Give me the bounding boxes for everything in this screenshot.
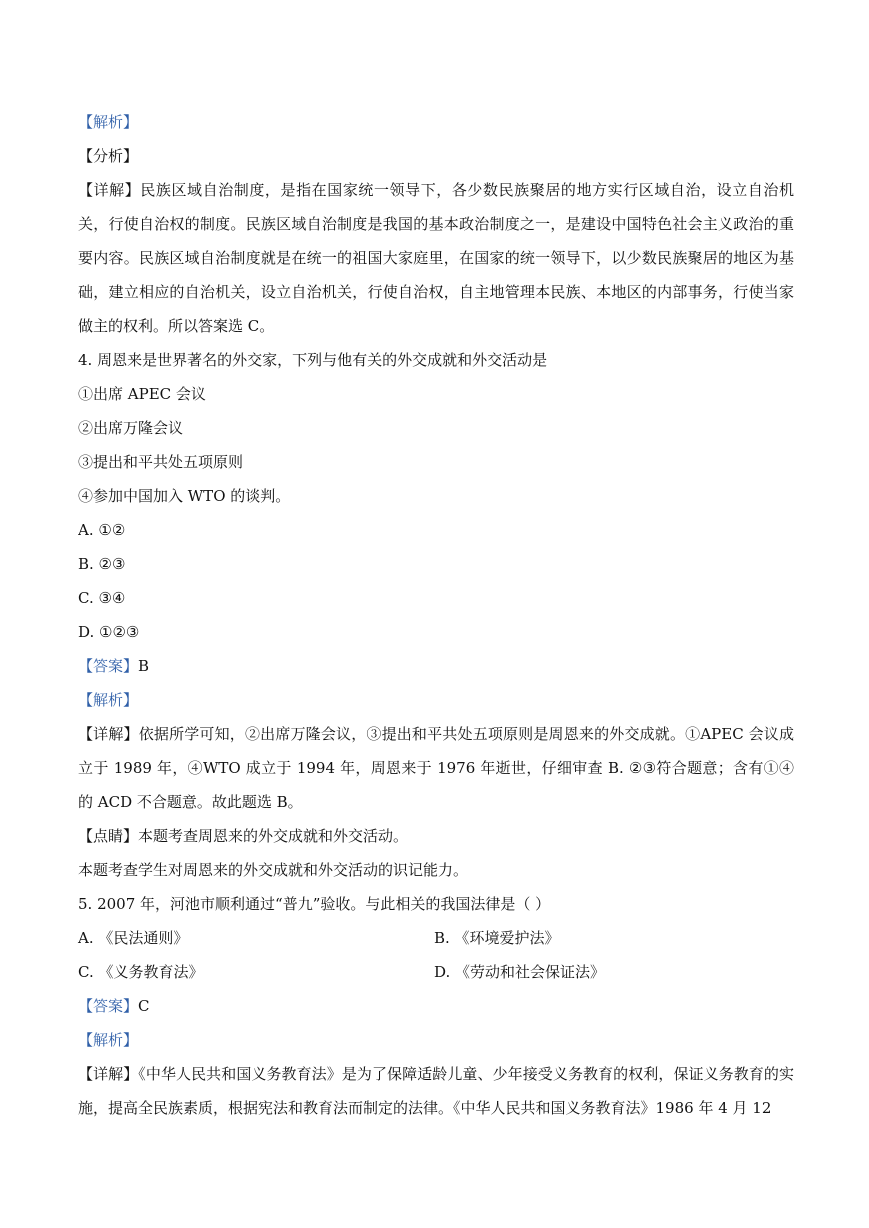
q4-option-b: B. ②③ <box>78 555 126 573</box>
q4-item-2: ②出席万隆会议 <box>78 419 184 437</box>
q4-option-c: C. ③④ <box>78 589 126 607</box>
q5-detail-text: 《中华人民共和国义务教育法》是为了保障适龄儿童、少年接受义务教育的权利，保证义务教育的实施，提高全民族素质，根据宪法和教育法而制定的法律。《中华人民共和国义务教育法》1986 年 4 月 12 <box>78 1065 794 1117</box>
q4-analysis-tag: 【解析】 <box>78 691 139 709</box>
q3-fenxi-tag: 【分析】 <box>78 147 139 165</box>
q5-detail <box>78 1057 794 1125</box>
q5-analysis-tag: 【解析】 <box>78 1031 139 1049</box>
q4-detail-tag: 【详解】 <box>78 725 139 743</box>
q5-option-b: B. 《环境爱护法》 <box>434 929 560 947</box>
q4-dianjing-text: 本题考查周恩来的外交成就和外交活动。 <box>138 827 409 845</box>
document-page <box>78 110 794 1130</box>
q4-answer <box>78 654 794 688</box>
q5-question: 5. 2007 年，河池市顺利通过“普九”验收。与此相关的我国法律是（ ） <box>78 895 551 913</box>
q4-item-4: ④参加中国加入 WTO 的谈判。 <box>78 487 291 505</box>
q5-answer <box>78 994 794 1028</box>
q4-detail-text: 依据所学可知，②出席万隆会议，③提出和平共处五项原则是周恩来的外交成就。①APEC 会议成立于 1989 年，④WTO 成立于 1994 年，周恩来于 1976 年逝世，仔细审查 B. ②③符合题意；含有①④的 ACD 不合题意。故此题选 B。 <box>78 725 794 811</box>
q5-answer-tag: 【答案】 <box>78 997 139 1015</box>
q3-analysis-tag: 【解析】 <box>78 113 139 131</box>
q4-item-1: ①出席 APEC 会议 <box>78 385 206 403</box>
q3-detail <box>78 173 794 343</box>
q4-detail <box>78 717 794 819</box>
q5-options-row-1 <box>78 926 794 960</box>
q5-option-c: C. 《义务教育法》 <box>78 963 204 981</box>
q3-detail-text: 民族区域自治制度，是指在国家统一领导下，各少数民族聚居的地方实行区域自治，设立自治机关，行使自治权的制度。民族区域自治制度是我国的基本政治制度之一，是建设中国特色社会主义政治的重要内容。民族区域自治制度就是在统一的祖国大家庭里，在国家的统一领导下，以少数民族聚居的地区为基础，建立相应的自治机关，设立自治机关，行使自治权，自主地管理本民族、本地区的内部事务，行使当家做主的权利。所以答案选 C。 <box>78 181 794 335</box>
q4-answer-value: B <box>138 657 150 675</box>
q4-dianjing <box>78 824 794 858</box>
q5-option-a: A. 《民法通则》 <box>78 929 189 947</box>
q4-extra: 本题考查学生对周恩来的外交成就和外交活动的识记能力。 <box>78 861 469 879</box>
q5-detail-tag: 【详解】 <box>78 1065 139 1083</box>
q4-option-a: A. ①② <box>78 521 126 539</box>
q4-option-d: D. ①②③ <box>78 623 140 641</box>
q4-question: 4. 周恩来是世界著名的外交家，下列与他有关的外交成就和外交活动是 <box>78 351 548 369</box>
q5-options-row-2 <box>78 960 794 994</box>
q4-answer-tag: 【答案】 <box>78 657 139 675</box>
q4-dianjing-tag: 【点睛】 <box>78 827 139 845</box>
q3-detail-tag: 【详解】 <box>78 181 141 199</box>
q5-option-d: D. 《劳动和社会保证法》 <box>434 963 606 981</box>
q5-answer-value: C <box>138 997 150 1015</box>
q4-item-3: ③提出和平共处五项原则 <box>78 453 244 471</box>
